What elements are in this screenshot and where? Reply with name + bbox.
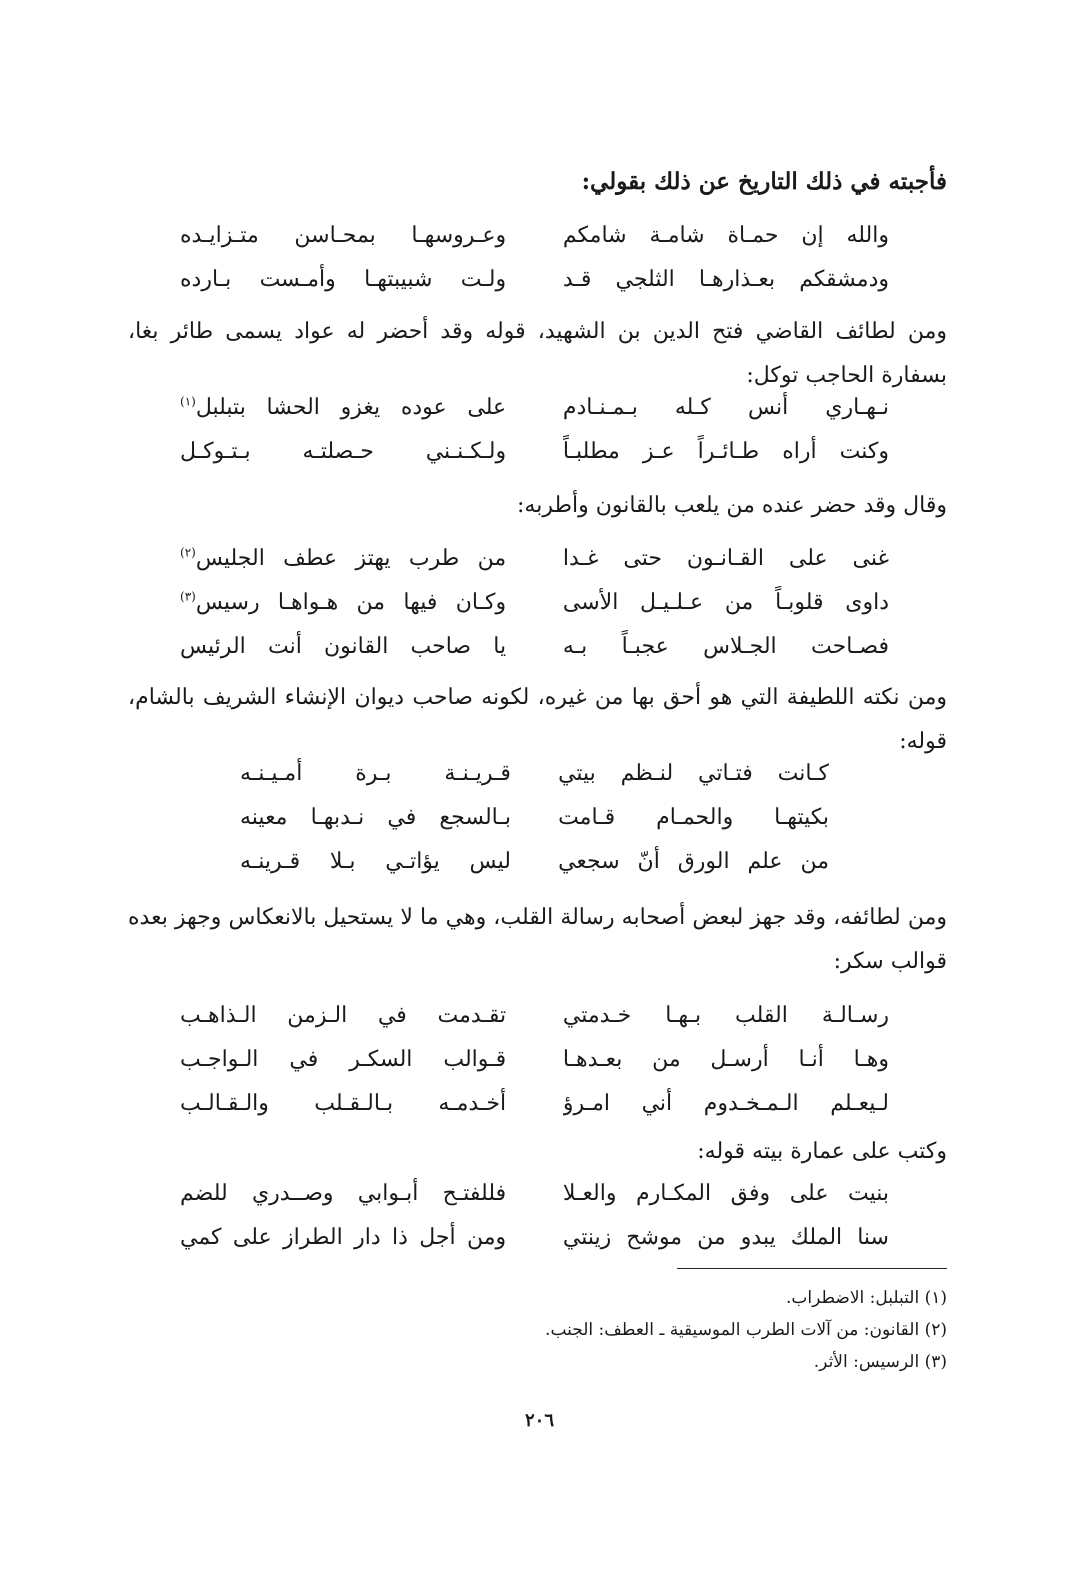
verse-first-hemistich: والله إن حمـاة شامـة شامكم: [562, 223, 889, 248]
verse-first-hemistich: ودمشقكم بعـذارهـا الثلجي قـد: [562, 267, 889, 292]
prose-text: وقال وقد حضر عنده من يلعب بالقانون وأطربه:: [517, 493, 947, 518]
verse-line: [180, 994, 889, 1038]
verse-line: [180, 581, 889, 625]
verse-second-hemistich: وكـان فيها من هـواهـا رسيس$^{(٣)}$: [180, 589, 507, 615]
verse-line: [180, 537, 889, 581]
prose-text: ومن لطائفه، وقد جهز لبعض أصحابه رسالة القلب، وهي ما لا يستحيل بالانعكاس وجهز بعده قوالب سكر:: [128, 905, 947, 974]
footnote-item: (٣) الرسيس: الأثر.: [813, 1352, 947, 1372]
footnote-item: (١) التبلبل: الاضطراب.: [785, 1288, 947, 1308]
prose-house: [128, 1130, 947, 1174]
prose-text: فأجبته في ذلك التاريخ عن ذلك بقولي:: [581, 168, 947, 195]
verse-first-hemistich: سنا الملك يبدو من موشح زينتي: [562, 1225, 889, 1250]
verse-first-hemistich: رسـالـة القلب بـهـا خـدمتي: [562, 1003, 889, 1028]
verse-line: [180, 1038, 889, 1082]
verse-line: [180, 258, 889, 302]
footnote-marker: (١): [180, 394, 196, 409]
footnote-item: (٢) القانون: من آلات الطرب الموسيقية ـ العطف: الجنب.: [545, 1320, 947, 1340]
verse-first-hemistich: نـهـاري أنس كـله بـمـنـادم: [562, 395, 889, 420]
verse-line: [180, 1172, 889, 1216]
verse-second-hemistich: ليس يؤاتـي بـلا قـرينـه: [240, 849, 511, 874]
verse-second-hemistich: تقـدمت في الـزمن الـذاهـب: [180, 1003, 507, 1028]
verse-second-hemistich: أخـدمـه بـالـقـلب والـقـالـب: [180, 1091, 507, 1116]
poem-qanun: [180, 537, 889, 669]
poem-oud: [180, 386, 889, 474]
footnote-marker: (٢): [180, 545, 196, 560]
footnote-marker: (٣): [180, 589, 196, 604]
verse-line: [180, 1216, 889, 1260]
prose-text: ومن نكته اللطيفة التي هو أحق بها من غيره، لكونه صاحب ديوان الإنشاء الشريف بالشام، قوله:: [128, 685, 947, 754]
verse-line: [180, 1082, 889, 1126]
verse-second-hemistich: من طرب يهتز عطف الجليس$^{(٢)}$: [180, 545, 507, 571]
verse-second-hemistich: ولـكـنـني حـصلتـه بـتـوكـل: [180, 439, 507, 464]
prose-diwan: [128, 676, 947, 764]
verse-line: [180, 625, 889, 669]
prose-intro-reply: [128, 160, 947, 204]
verse-first-hemistich: داوى قلوبـاً من عـلـيـل الأسى: [562, 590, 889, 615]
verse-line: [180, 430, 889, 474]
verse-first-hemistich: غنى على القـانـون حتى غـدا: [562, 546, 889, 571]
verse-first-hemistich: وكنت أراه طـائـراً عـز مطلبـاً: [562, 439, 889, 464]
verse-second-hemistich: قـريـنـة بـرة أمـيـنـه: [240, 761, 511, 786]
verse-first-hemistich: وهـا أنـا أرسـل من بعـدهـا: [562, 1047, 889, 1072]
verse-first-hemistich: بكيتهـا والحمـام قـامت: [558, 805, 829, 830]
verse-first-hemistich: لـيعـلم الـمـخـدوم أني امـرؤ: [562, 1091, 889, 1116]
verse-first-hemistich: من علم الورق أنّ سجعي: [558, 849, 829, 874]
page-number: ٢٠٦: [524, 1410, 554, 1431]
verse-first-hemistich: فصـاحت الجـلاس عجبـاً بـه: [562, 634, 889, 659]
verse-line: [240, 796, 829, 840]
footnotes: [128, 1282, 947, 1378]
prose-heart-letter: [128, 896, 947, 984]
prose-text: ومن لطائف القاضي فتح الدين بن الشهيد، قوله وقد أحضر له عواد يسمى طائر بغا، بسفارة الحاجب توكل:: [128, 319, 947, 388]
verse-line: [240, 840, 829, 884]
prose-text: وكتب على عمارة بيته قوله:: [697, 1139, 947, 1164]
footnote-divider: [677, 1268, 947, 1269]
prose-oud-player: [128, 310, 947, 398]
poem-damascus: [180, 214, 889, 302]
verse-first-hemistich: كـانت فتـاتي لنـظم بيتي: [558, 761, 829, 786]
verse-second-hemistich: بـالسجع في نـدبهـا معينه: [240, 805, 511, 830]
prose-qanun: [128, 484, 947, 528]
verse-second-hemistich: قـوالب السكـر في الـواجـب: [180, 1047, 507, 1072]
poem-companion: [240, 752, 829, 884]
verse-first-hemistich: بنيت على وفق المكـارم والعـلا: [562, 1181, 889, 1206]
poem-house: [180, 1172, 889, 1260]
verse-second-hemistich: ومن أجل ذا دار الطراز على كمي: [180, 1225, 507, 1250]
verse-second-hemistich: وعـروسهـا بمحـاسن متـزايـده: [180, 223, 507, 248]
verse-second-hemistich: فللفتـح أبـوابي وصــدري للضم: [180, 1181, 507, 1206]
verse-line: [180, 214, 889, 258]
verse-line: [240, 752, 829, 796]
verse-second-hemistich: على عوده يغزو الحشا بتبلبل$^{(١)}$: [180, 394, 507, 420]
verse-line: [180, 386, 889, 430]
verse-second-hemistich: ولـت شبيبتهـا وأمـست بـارده: [180, 267, 507, 292]
poem-heart: [180, 994, 889, 1126]
verse-second-hemistich: يا صاحب القانون أنت الرئيس: [180, 634, 507, 659]
